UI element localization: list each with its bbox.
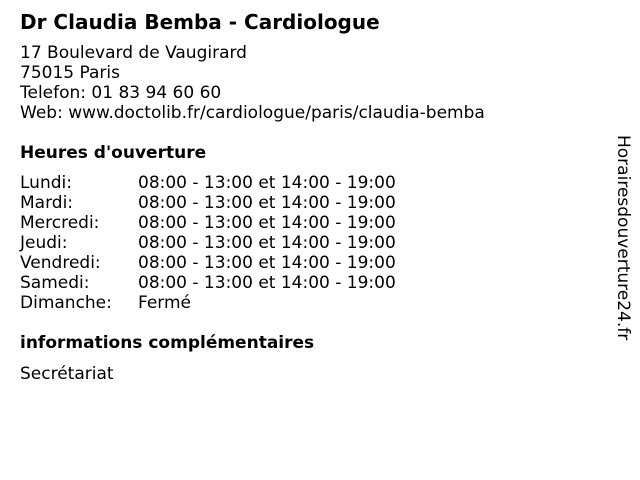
day-label: Mercredi: bbox=[20, 213, 100, 233]
hours-row-thursday bbox=[20, 233, 600, 253]
page-title: Dr Claudia Bemba - Cardiologue bbox=[20, 10, 380, 34]
hours-row-wednesday bbox=[20, 213, 600, 233]
hours-value: 08:00 - 13:00 et 14:00 - 19:00 bbox=[138, 193, 396, 213]
hours-row-tuesday bbox=[20, 193, 600, 213]
address-line-1: 17 Boulevard de Vaugirard bbox=[20, 43, 247, 63]
hours-value: Fermé bbox=[138, 293, 192, 313]
site-watermark: Horairesdouverture24.fr bbox=[613, 135, 633, 341]
practice-card bbox=[20, 10, 600, 384]
address-line-2: 75015 Paris bbox=[20, 63, 120, 83]
day-label: Lundi: bbox=[20, 173, 72, 193]
additional-info-text: Secrétariat bbox=[20, 364, 114, 384]
day-label: Samedi: bbox=[20, 273, 90, 293]
contact-block bbox=[20, 43, 600, 123]
hours-row-friday bbox=[20, 253, 600, 273]
hours-row-monday bbox=[20, 173, 600, 193]
hours-value: 08:00 - 13:00 et 14:00 - 19:00 bbox=[138, 253, 396, 273]
hours-value: 08:00 - 13:00 et 14:00 - 19:00 bbox=[138, 233, 396, 253]
day-label: Vendredi: bbox=[20, 253, 101, 273]
hours-row-saturday bbox=[20, 273, 600, 293]
website-url: Web: www.doctolib.fr/cardiologue/paris/claudia-bemba bbox=[20, 103, 485, 123]
day-label: Dimanche: bbox=[20, 293, 112, 313]
day-label: Jeudi: bbox=[20, 233, 68, 253]
hours-row-sunday bbox=[20, 293, 600, 313]
day-label: Mardi: bbox=[20, 193, 74, 213]
opening-hours-heading: Heures d'ouverture bbox=[20, 143, 207, 163]
hours-value: 08:00 - 13:00 et 14:00 - 19:00 bbox=[138, 213, 396, 233]
phone-number: Telefon: 01 83 94 60 60 bbox=[20, 83, 222, 103]
additional-info-heading: informations complémentaires bbox=[20, 333, 315, 353]
hours-value: 08:00 - 13:00 et 14:00 - 19:00 bbox=[138, 273, 396, 293]
opening-hours-table bbox=[20, 173, 600, 313]
hours-value: 08:00 - 13:00 et 14:00 - 19:00 bbox=[138, 173, 396, 193]
